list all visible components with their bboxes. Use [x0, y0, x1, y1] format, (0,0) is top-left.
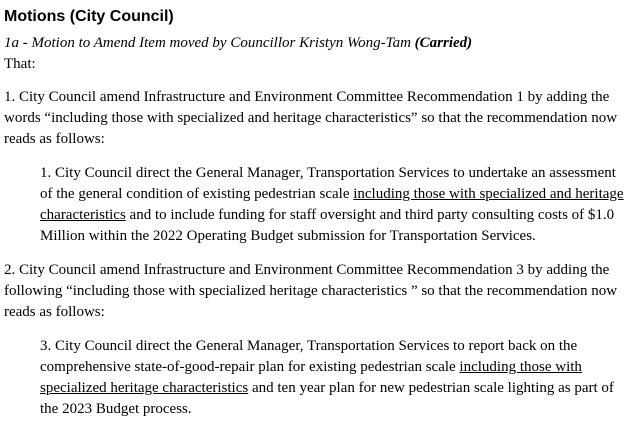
amendment-clause-2 — [4, 260, 631, 323]
recommendation-block-2 — [40, 336, 631, 420]
text-segment: including those with specialized and heritage characteristics — [40, 186, 624, 223]
motion-header-line — [4, 33, 631, 54]
preamble-line: That: — [4, 56, 36, 72]
text-segment: and ten year plan for new pedestrian scale lighting as part of the 2023 Budget process. — [40, 380, 614, 417]
section-title: Motions (City Council) — [4, 8, 174, 25]
recommendation-block-1 — [40, 163, 631, 247]
text-segment: 1. City Council amend Infrastructure and Environment Committee Recommendation 1 by adding the words “including those with specialized and heritage characteristics” so that the recommendation now reads as follows: — [4, 89, 618, 147]
text-segment: including those with specialized heritage characteristics — [40, 359, 582, 396]
text-segment: 2. City Council amend Infrastructure and Environment Committee Recommendation 3 by adding the following “including those with specialized heritage characteristics ” so that the recommendation now reads as follows: — [4, 262, 618, 320]
text-segment: (Carried) — [414, 35, 473, 51]
text-segment: 3. City Council direct the General Manager, Transportation Services to report back on the comprehensive state-of-good-repair plan for existing pedestrian scale — [40, 338, 578, 375]
text-segment: and to include funding for staff oversight and third party consulting costs of $1.0 Million within the 2022 Operating Budget submission for Transportation Services. — [40, 207, 615, 244]
text-segment: 1. City Council direct the General Manager, Transportation Services to undertake an assessment of the general condition of existing pedestrian scale — [40, 165, 616, 202]
amendment-clause-1 — [4, 87, 631, 150]
text-segment: 1a - Motion to Amend Item moved by Councillor Kristyn Wong-Tam — [4, 35, 415, 51]
